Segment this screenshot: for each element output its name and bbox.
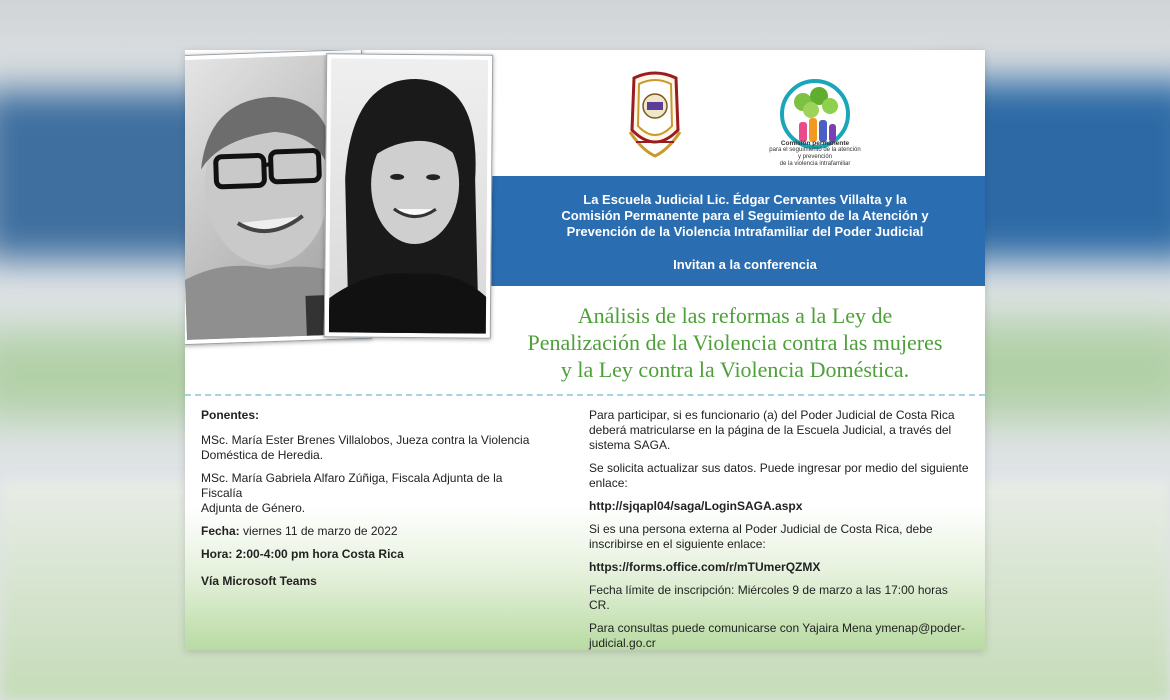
- date-row: [201, 524, 546, 539]
- speaker-photo-2: [324, 53, 493, 338]
- institution-line-2: Comisión Permanente para el Seguimiento de la Atención y: [561, 208, 929, 223]
- p1-line-1: Para participar, si es funcionario (a) del Poder Judicial de Costa Rica: [589, 408, 955, 422]
- comision-logo-caption: [767, 140, 863, 168]
- header-text: [505, 192, 985, 273]
- forms-link[interactable]: https://forms.office.com/r/mTUmerQZMX: [589, 560, 821, 574]
- comision-sub-1: para el seguimiento de la atención y prevención: [769, 147, 861, 160]
- conference-title: [495, 302, 975, 383]
- platform-text: Vía Microsoft Teams: [201, 574, 317, 588]
- p3-line-2: inscribirse en el siguiente enlace:: [589, 537, 766, 551]
- speaker-2-line-1: MSc. María Gabriela Alfaro Zúñiga, Fiscala Adjunta de la Fiscalía: [201, 471, 503, 500]
- title-line-1: Análisis de las reformas a la Ley de: [577, 303, 893, 328]
- p3-line-1: Si es una persona externa al Poder Judicial de Costa Rica, debe: [589, 522, 933, 536]
- contact-line-2: judicial.go.cr: [589, 636, 656, 650]
- time-row: [201, 547, 546, 562]
- comision-sub-2: de la violencia intrafamiliar: [779, 161, 851, 167]
- title-line-2: Penalización de la Violencia contra las mujeres: [527, 330, 943, 355]
- contact-line-1: Para consultas puede comunicarse con Yajaira Mena ymenap@poder-: [589, 621, 965, 635]
- hora-value: 2:00-4:00 pm hora Costa Rica: [235, 547, 404, 561]
- fecha-value: viernes 11 de marzo de 2022: [243, 524, 398, 538]
- institution-line-3: Prevención de la Violencia Intrafamiliar del Poder Judicial: [566, 224, 924, 239]
- external-paragraph: [589, 522, 969, 552]
- speaker-1: [201, 433, 546, 463]
- title-line-3: y la Ley contra la Violencia Doméstica.: [560, 357, 910, 382]
- participation-paragraph: [589, 408, 969, 453]
- hora-label: Hora:: [201, 547, 233, 561]
- comision-name: Comisión permanente: [780, 140, 850, 147]
- speaker-2-line-2: Adjunta de Género.: [201, 501, 306, 515]
- p1-line-3: sistema SAGA.: [589, 438, 671, 452]
- escuela-judicial-seal-icon: [622, 70, 688, 160]
- p1-line-2: deberá matricularse en la página de la Escuela Judicial, a través del: [589, 423, 952, 437]
- deadline-text: Fecha límite de inscripción: Miércoles 9 de marzo a las 17:00 horas CR.: [589, 583, 948, 612]
- saga-link[interactable]: http://sjqapl04/saga/LoginSAGA.aspx: [589, 499, 803, 513]
- fecha-label: Fecha:: [201, 524, 240, 538]
- invitation-card: [185, 50, 985, 650]
- p2-line-1: Se solicita actualizar sus datos. Puede ingresar por medio del siguiente: [589, 461, 969, 475]
- speaker-2: [201, 471, 546, 516]
- dashed-divider: [185, 394, 985, 396]
- update-data-paragraph: [589, 461, 969, 491]
- p2-line-2: enlace:: [589, 476, 628, 490]
- speaker-1-line-1: MSc. María Ester Brenes Villalobos, Jueza contra la Violencia: [201, 433, 530, 447]
- contact-paragraph: [589, 621, 969, 650]
- registration-column: [589, 408, 969, 650]
- invite-text: Invitan a la conferencia: [673, 257, 817, 272]
- ponentes-label: Ponentes:: [201, 408, 260, 422]
- institution-line-1: La Escuela Judicial Lic. Édgar Cervantes Villalta y la: [583, 192, 907, 207]
- details-column: [201, 408, 546, 597]
- speaker-1-line-2: Doméstica de Heredia.: [201, 448, 324, 462]
